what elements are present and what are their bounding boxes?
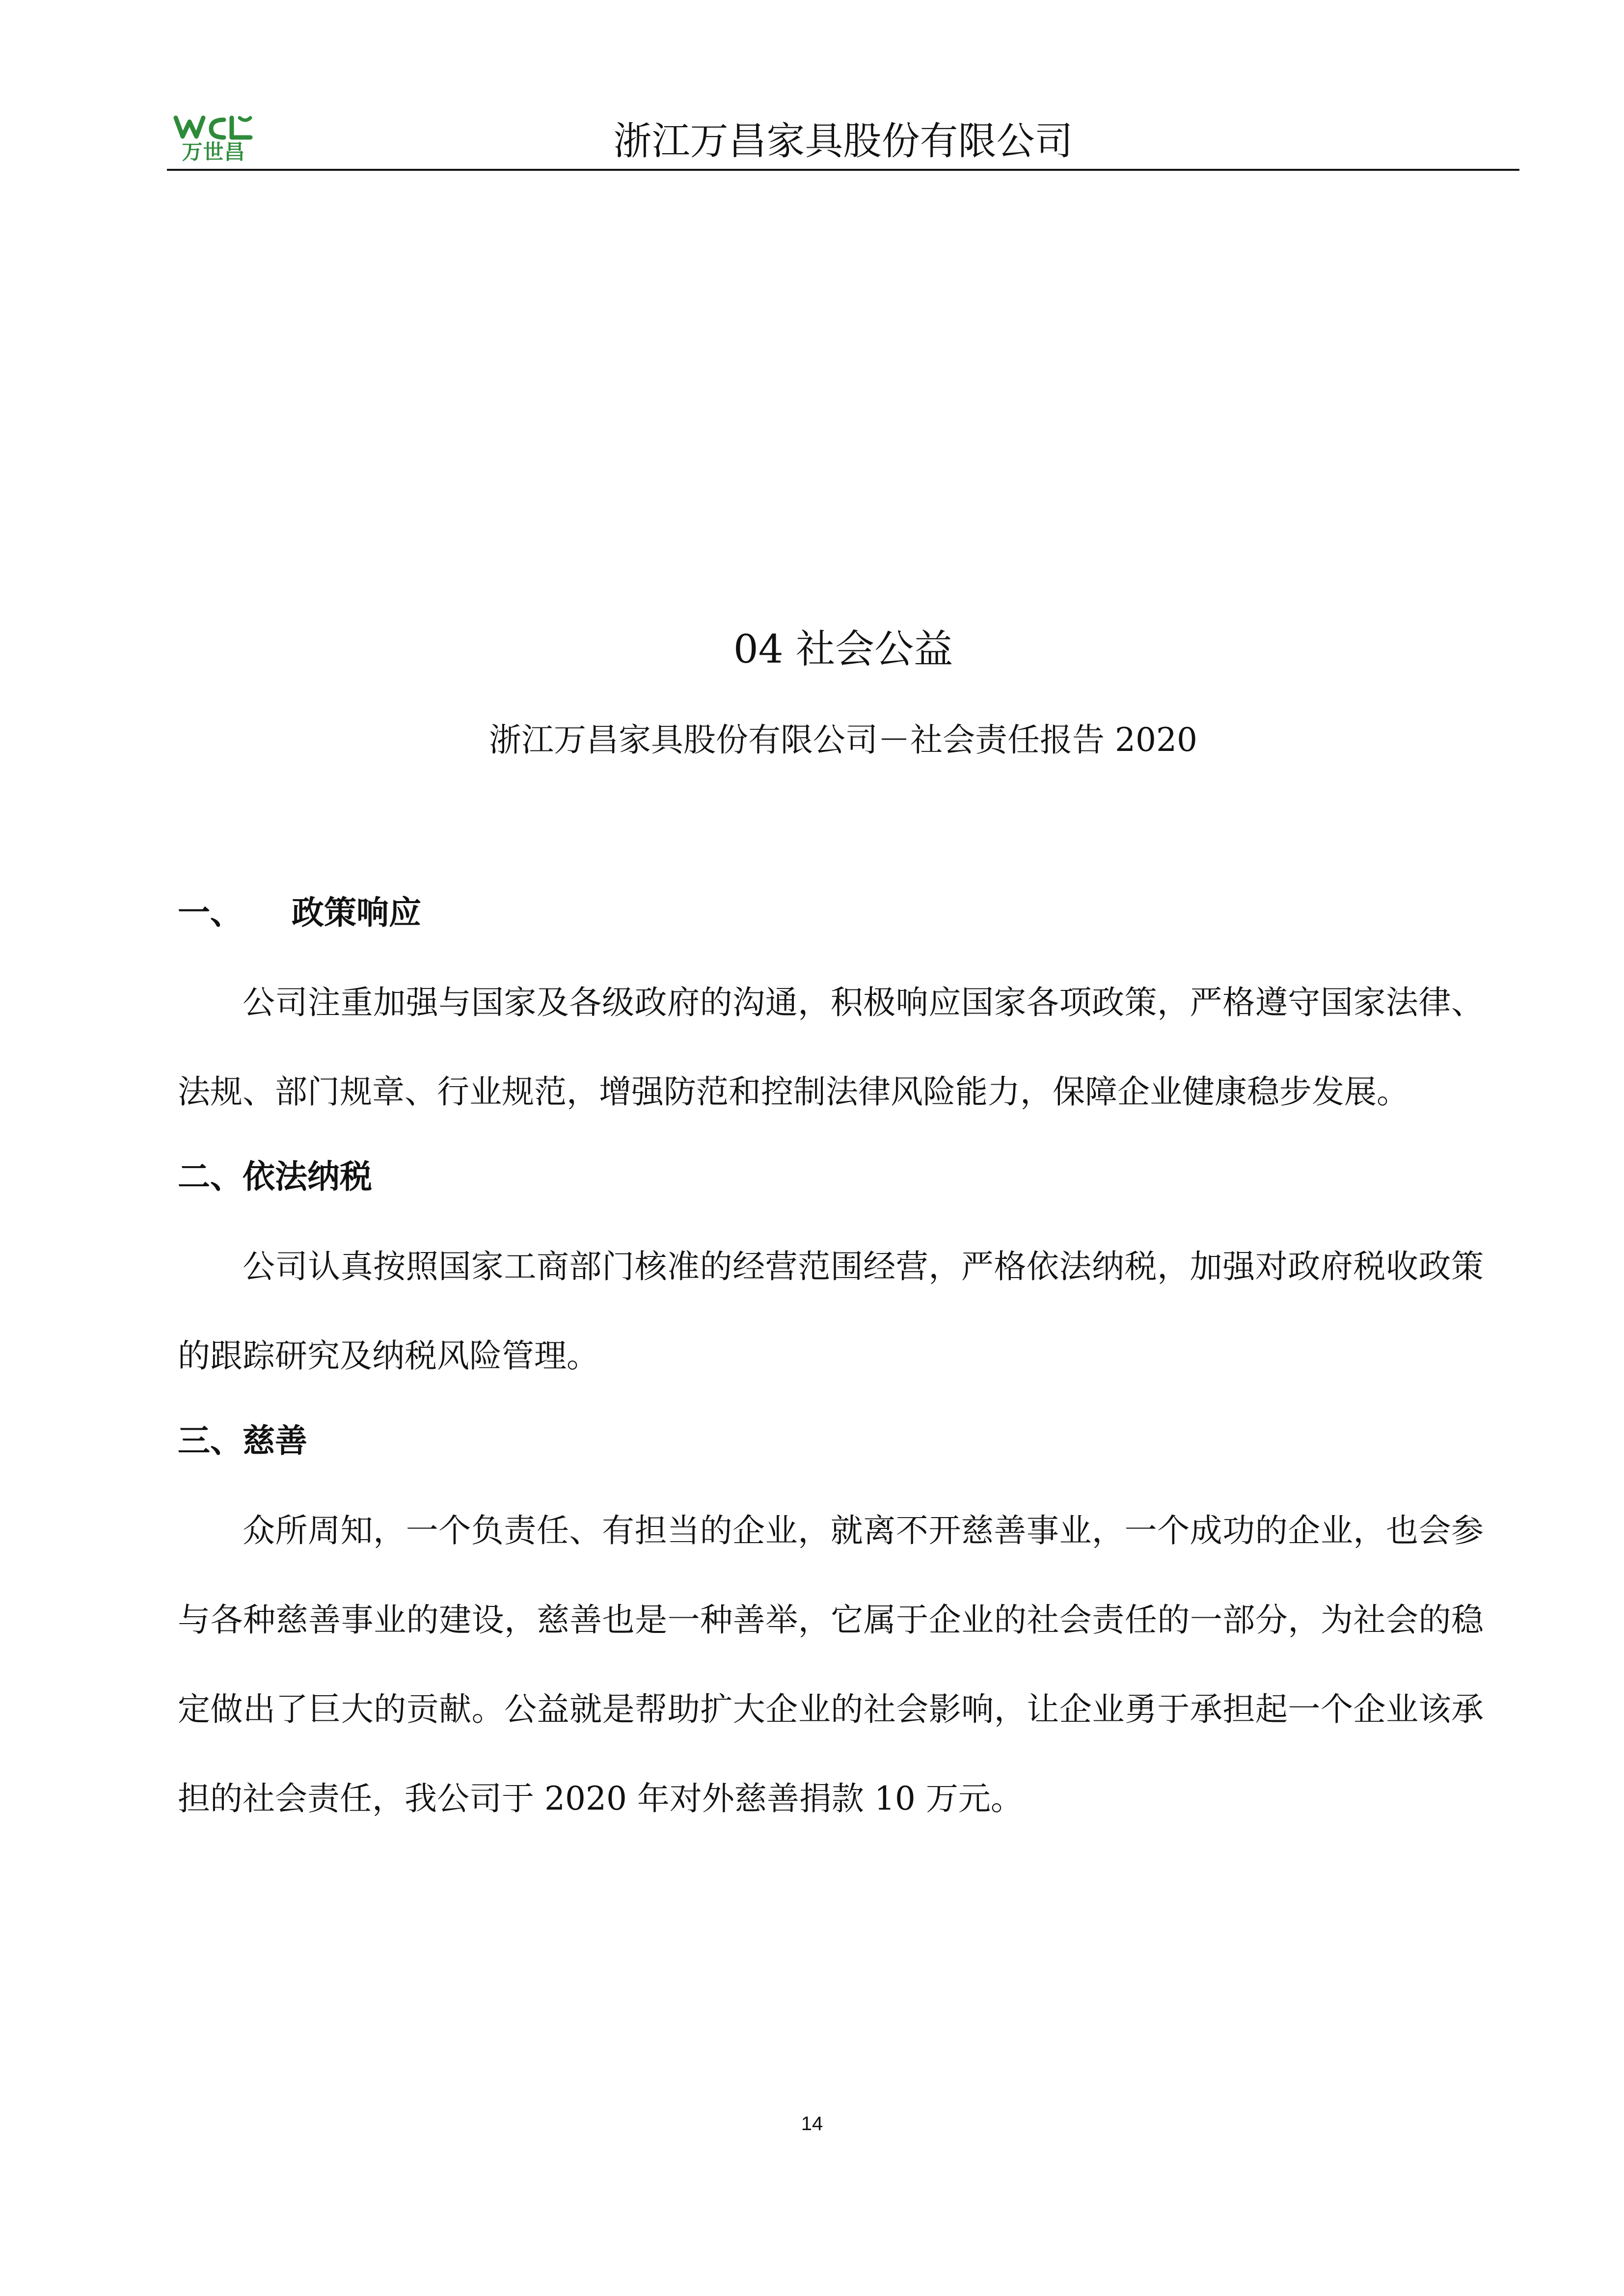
page-header bbox=[167, 108, 1519, 172]
section-paragraph-charity: 众所周知，一个负责任、有担当的企业，就离不开慈善事业，一个成功的企业，也会参与各种慈善事业的建设，慈善也是一种善举，它属于企业的社会责任的一部分，为社会的稳定做出了巨大的贡献。公益就是帮助扩大企业的社会影响，让企业勇于承担起一个企业该承担的社会责任，我公司于 2020 年对外慈善捐款 10 万元。 bbox=[178, 1512, 1484, 1817]
section-paragraph-tax: 公司认真按照国家工商部门核准的经营范围经营，严格依法纳税，加强对政府税收政策的跟踪研究及纳税风险管理。 bbox=[178, 1248, 1484, 1375]
section-paragraph-policy: 公司注重加强与国家及各级政府的沟通，积极响应国家各项政策，严格遵守国家法律、法规、部门规章、行业规范，增强防范和控制法律风险能力，保障企业健康稳步发展。 bbox=[178, 984, 1484, 1111]
header-divider bbox=[167, 169, 1519, 171]
section-number: 三、 bbox=[178, 1422, 243, 1460]
document-body bbox=[178, 883, 1484, 1854]
section-heading-tax bbox=[178, 1148, 1484, 1206]
section-number: 一、 bbox=[178, 894, 243, 932]
section-heading-text: 依法纳税 bbox=[243, 1158, 372, 1196]
page-number: 14 bbox=[801, 2113, 823, 2135]
section-heading-text: 政策响应 bbox=[292, 894, 421, 932]
section-number: 二、 bbox=[178, 1158, 243, 1196]
report-subtitle: 浙江万昌家具股份有限公司－社会责任报告 2020 bbox=[489, 721, 1197, 759]
section-heading-policy bbox=[178, 883, 1484, 942]
header-company-name: 浙江万昌家具股份有限公司 bbox=[613, 119, 1073, 163]
section-title: 04 社会公益 bbox=[733, 626, 953, 672]
section-heading-charity bbox=[178, 1412, 1484, 1470]
section-heading-text: 慈善 bbox=[243, 1422, 307, 1460]
logo-text: 万世昌 bbox=[182, 140, 245, 164]
